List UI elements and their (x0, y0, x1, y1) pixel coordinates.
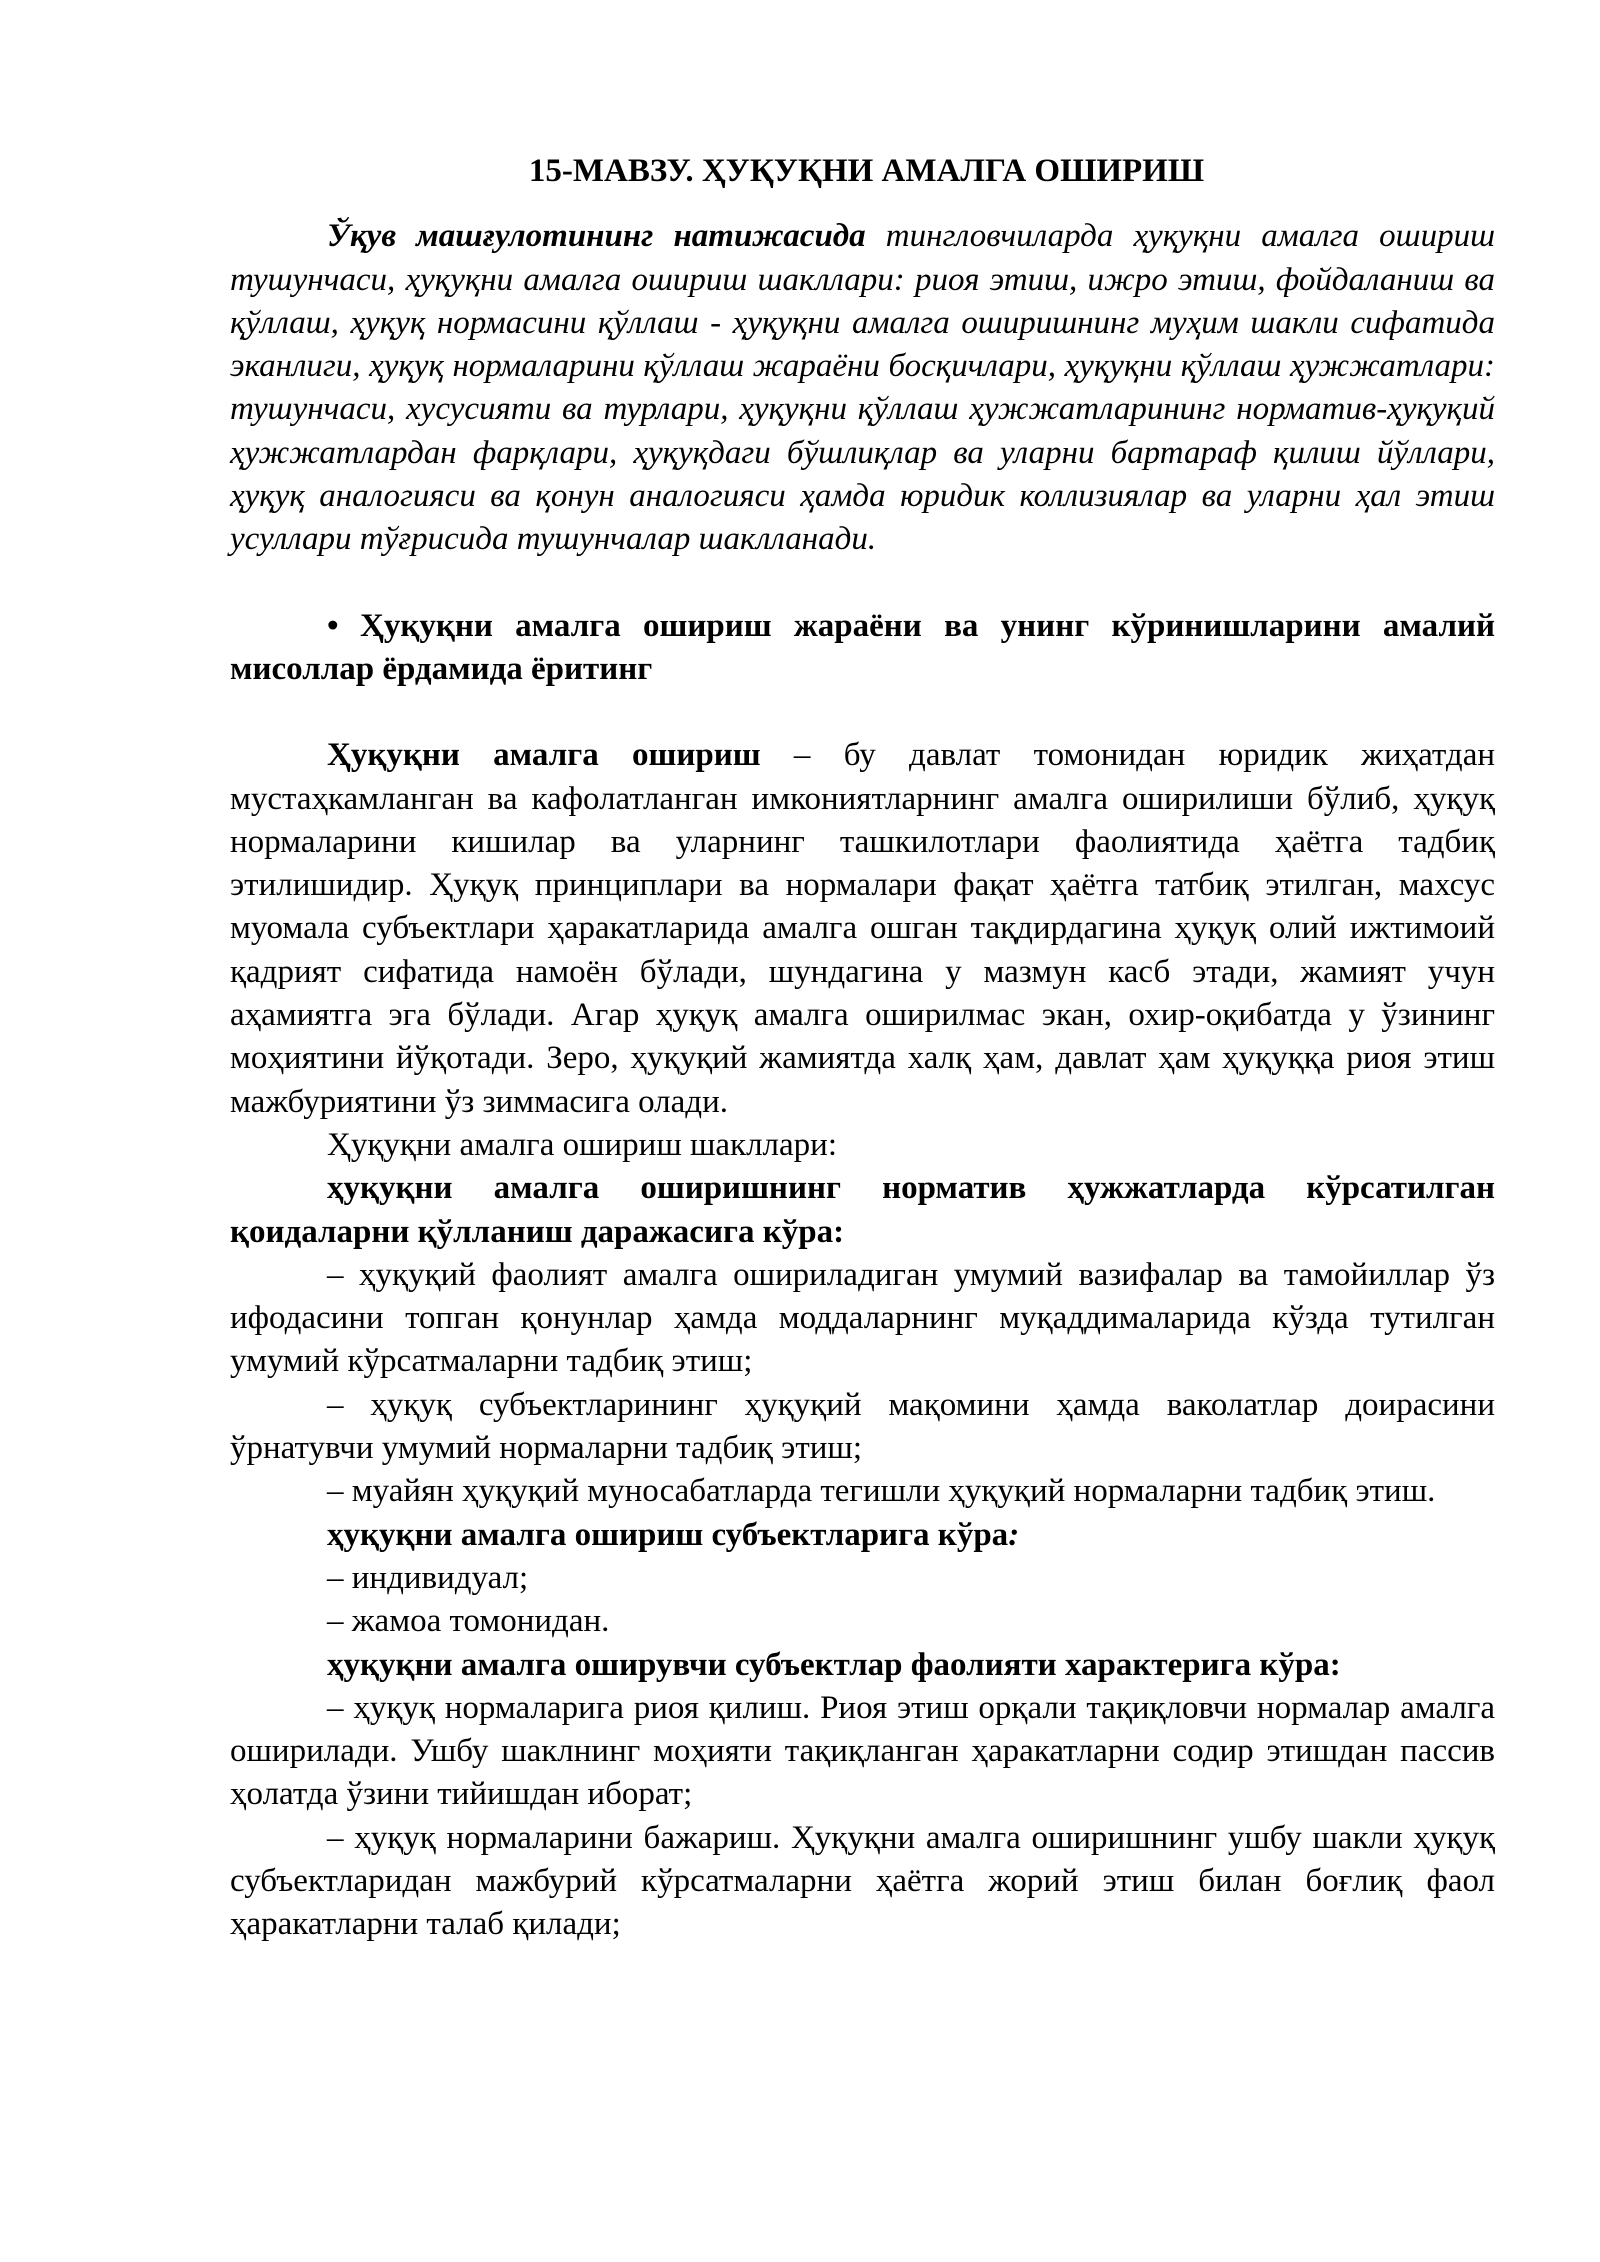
task-bullet-text: Ҳуқуқни амалга ошириш жараёни ва унинг кўринишларини амалий мисоллар ёрдамида ёритинг (230, 607, 1495, 687)
group3-item: – ҳуқуқ нормаларига риоя қилиш. Риоя этиш орқали тақиқловчи нормалар амалга оширилади. Ушбу шаклнинг моҳияти тақиқланган ҳаракатларни содир этишдан пассив ҳолатда ўзини тийишдан иборат; (230, 1689, 1495, 1813)
group1-item: – ҳуқуқ субъектларининг ҳуқуқий мақомини ҳамда ваколатлар доирасини ўрнатувчи умумий нормаларни тадбиқ этиш; (230, 1386, 1495, 1467)
group2-heading-line (230, 1514, 1495, 1557)
group2-item: – индивидуал; (327, 1559, 529, 1596)
group2-heading-suffix: : (1008, 1516, 1020, 1553)
forms-intro: Ҳуқуқни амалга ошириш шакллари: (327, 1126, 838, 1163)
page-title: 15-МАВЗУ. ҲУҚУҚНИ АМАЛГА ОШИРИШ (528, 153, 1205, 189)
intro-text: тингловчиларда ҳуқуқни амалга ошириш тушунчаси, ҳуқуқни амалга ошириш шакллари: риоя этиш, ижро этиш, фойдаланиш ва қўллаш, ҳуқуқ нормасини қўллаш - ҳуқуқни амалга оширишнинг муҳим шакли сифатида эканлиги, ҳуқуқ нормаларини қўллаш жараёни босқичлари, ҳуқуқни қўллаш ҳужжатлари: тушунчаси, хусусияти ва турлари, ҳуқуқни қўллаш ҳужжатларининг норматив-ҳуқуқий ҳужжатлардан фарқлари, ҳуқуқдаги бўшлиқлар ва уларни бартараф қилиш йўллари, ҳуқуқ аналогияси ва қонун аналогияси ҳамда юридик коллизиялар ва уларни ҳал этиш усуллари тўғрисида тушунчалар шаклланади. (230, 218, 1495, 558)
definition-term: Ҳуқуқни амалга ошириш (327, 737, 761, 774)
learning-outcomes-paragraph (230, 215, 1495, 561)
document-page (230, 150, 1495, 1947)
task-bullet (230, 605, 1495, 692)
group1-item: – муайян ҳуқуқий муносабатларда тегишли ҳуқуқий нормаларни тадбиқ этиш. (327, 1473, 1436, 1510)
group3-heading: ҳуқуқни амалга оширувчи субъектлар фаолияти характерига кўра: (327, 1646, 1341, 1683)
group1-heading: ҳуқуқни амалга оширишнинг норматив ҳужжатларда кўрсатилган қоидаларни қўлланиш даражасига кўра: (230, 1170, 1495, 1250)
group2-item: – жамоа томонидан. (327, 1603, 610, 1640)
group2-heading: ҳуқуқни амалга ошириш субъектларига кўра (327, 1516, 1009, 1553)
bullet-icon: • (327, 607, 339, 644)
definition-text: – бу давлат томонидан юридик жиҳатдан мустаҳкамланган ва кафолатланган имкониятларнинг амалга оширилиши бўлиб, ҳуқуқ нормаларини кишилар ва уларнинг ташкилотлари фаолиятида ҳаётга тадбиқ этилишидир. Ҳуқуқ принциплари ва нормалари фақат ҳаётга татбиқ этилган, махсус муомала субъектлари ҳаракатларида амалга ошган тақдирдагина ҳуқуқ олий ижтимоий қадрият сифатида намоён бўлади, шундагина у мазмун касб этади, жамият учун аҳамиятга эга бўлади. Агар ҳуқуқ амалга оширилмас экан, охир-оқибатда у ўзининг моҳиятини йўқотади. Зеро, ҳуқуқий жамиятда халқ ҳам, давлат ҳам ҳуқуққа риоя этиш мажбуриятини ўз зиммасига олади. (230, 737, 1495, 1120)
group3-item: – ҳуқуқ нормаларини бажариш. Ҳуқуқни амалга оширишнинг ушбу шакли ҳуқуқ субъектларидан мажбурий кўрсатмаларни ҳаётга жорий этиш билан боғлиқ фаол ҳаракатларни талаб қилади; (230, 1819, 1495, 1943)
intro-lead: Ўқув машғулотининг натижасида (327, 218, 866, 255)
task-bullet-text-wrap (230, 605, 1495, 692)
definition-paragraph (230, 734, 1495, 1124)
group1-item: – ҳуқуқий фаолият амалга ошириладиган умумий вазифалар ва тамойиллар ўз ифодасини топган қонунлар ҳамда моддаларнинг муқаддималарида кўзда тутилган умумий кўрсатмаларни тадбиқ этиш; (230, 1256, 1495, 1380)
